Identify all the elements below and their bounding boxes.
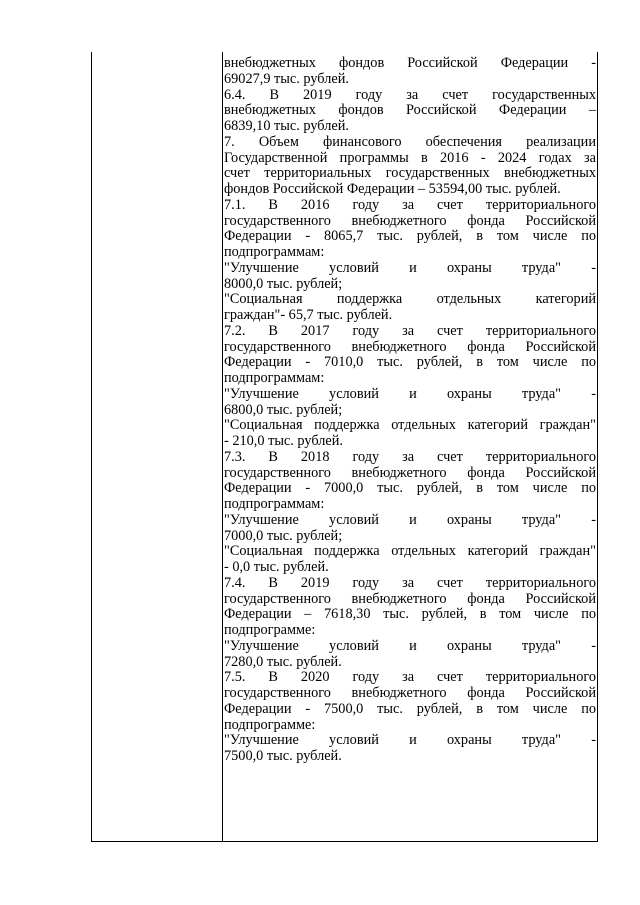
- paragraph: [224, 135, 596, 198]
- paragraph-line: 7.2. В 2017 году за счет территориального: [224, 322, 596, 339]
- table-column-divider: [222, 52, 223, 842]
- paragraph-line: Федерации - 7010,0 тыс. рублей, в том числе по: [224, 354, 596, 371]
- table-left-cell: [92, 52, 222, 841]
- paragraph: [224, 576, 596, 639]
- paragraph-line: государственного внебюджетного фонда Российской: [224, 212, 596, 229]
- paragraph-line: подпрограмме:: [224, 622, 316, 638]
- paragraph-line: подпрограмме:: [224, 716, 316, 733]
- paragraph-line: 7.1. В 2016 году за счет территориального: [224, 196, 596, 213]
- paragraph-line: 6800,0 тыс. рублей;: [224, 401, 343, 418]
- paragraph-line: подпрограммам:: [224, 244, 325, 260]
- paragraph: [224, 544, 596, 576]
- paragraph: [224, 670, 596, 733]
- paragraph-line: Федерации - 8065,7 тыс. рублей, в том числе по: [224, 228, 596, 245]
- paragraph: [224, 56, 596, 88]
- table-right-border: [597, 52, 598, 842]
- paragraph-line: государственного внебюджетного фонда Российской: [224, 685, 596, 701]
- paragraph-line: 7500,0 тыс. рублей.: [224, 748, 342, 764]
- paragraph-line: государственного внебюджетного фонда Российской: [224, 464, 596, 481]
- paragraph-line: "Социальная поддержка отдельных категорий граждан": [224, 543, 596, 560]
- paragraph: [224, 733, 596, 765]
- paragraph-line: "Улучшение условий и охраны труда" -: [224, 385, 596, 402]
- paragraph-line: 7.4. В 2019 году за счет территориального: [224, 574, 596, 591]
- paragraph: [224, 387, 596, 419]
- paragraph-line: подпрограммам:: [224, 496, 325, 512]
- table-right-cell: [224, 56, 596, 765]
- content-table: [91, 52, 598, 842]
- paragraph-line: 8000,0 тыс. рублей;: [224, 275, 343, 292]
- paragraph-line: счет территориальных государственных внебюджетных: [224, 165, 596, 182]
- paragraph-line: "Улучшение условий и охраны труда" -: [224, 637, 596, 654]
- paragraph-line: "Улучшение условий и охраны труда" -: [224, 259, 596, 276]
- paragraph-line: подпрограммам:: [224, 370, 325, 386]
- paragraph-line: государственного внебюджетного фонда Российской: [224, 590, 596, 607]
- paragraph-line: 7.5. В 2020 году за счет территориального: [224, 669, 596, 686]
- paragraph-line: 7. Объем финансового обеспечения реализации: [224, 133, 596, 150]
- paragraph-line: внебюджетных фондов Российской Федерации -: [224, 55, 596, 71]
- paragraph-line: "Социальная поддержка отдельных категорий граждан": [224, 417, 596, 434]
- paragraph: [224, 418, 596, 450]
- paragraph: [224, 198, 596, 261]
- paragraph-line: "Улучшение условий и охраны труда" -: [224, 732, 596, 749]
- paragraph: [224, 639, 596, 671]
- paragraph: [224, 450, 596, 513]
- paragraph-line: "Социальная поддержка отдельных категорий: [224, 291, 596, 308]
- paragraph-line: государственного внебюджетного фонда Российской: [224, 338, 596, 355]
- paragraph-line: Федерации - 7000,0 тыс. рублей, в том числе по: [224, 480, 596, 497]
- table-bottom-border: [91, 841, 598, 842]
- paragraph-line: - 0,0 тыс. рублей.: [224, 559, 329, 575]
- paragraph-line: 7000,0 тыс. рублей;: [224, 527, 343, 544]
- paragraph-line: 7.3. В 2018 году за счет территориального: [224, 448, 596, 465]
- paragraph-line: фондов Российской Федерации – 53594,00 тыс. рублей.: [224, 181, 561, 197]
- paragraph-line: "Улучшение условий и охраны труда" -: [224, 511, 596, 528]
- paragraph-line: 6.4. В 2019 году за счет государственных: [224, 86, 596, 103]
- paragraph-line: - 210,0 тыс. рублей.: [224, 433, 343, 449]
- paragraph-line: Федерации – 7618,30 тыс. рублей, в том числе по: [224, 606, 596, 623]
- paragraph: [224, 261, 596, 293]
- paragraph-line: внебюджетных фондов Российской Федерации –: [224, 102, 596, 119]
- paragraph-line: 6839,10 тыс. рублей.: [224, 118, 349, 134]
- paragraph: [224, 88, 596, 135]
- paragraph-line: Федерации - 7500,0 тыс. рублей, в том числе по: [224, 700, 596, 717]
- paragraph-line: граждан"- 65,7 тыс. рублей.: [224, 307, 393, 323]
- paragraph: [224, 324, 596, 387]
- paragraph-line: 7280,0 тыс. рублей.: [224, 653, 342, 670]
- paragraph: [224, 513, 596, 545]
- paragraph-line: Государственной программы в 2016 - 2024 годах за: [224, 149, 596, 166]
- paragraph: [224, 292, 596, 324]
- paragraph-line: 69027,9 тыс. рублей.: [224, 70, 349, 87]
